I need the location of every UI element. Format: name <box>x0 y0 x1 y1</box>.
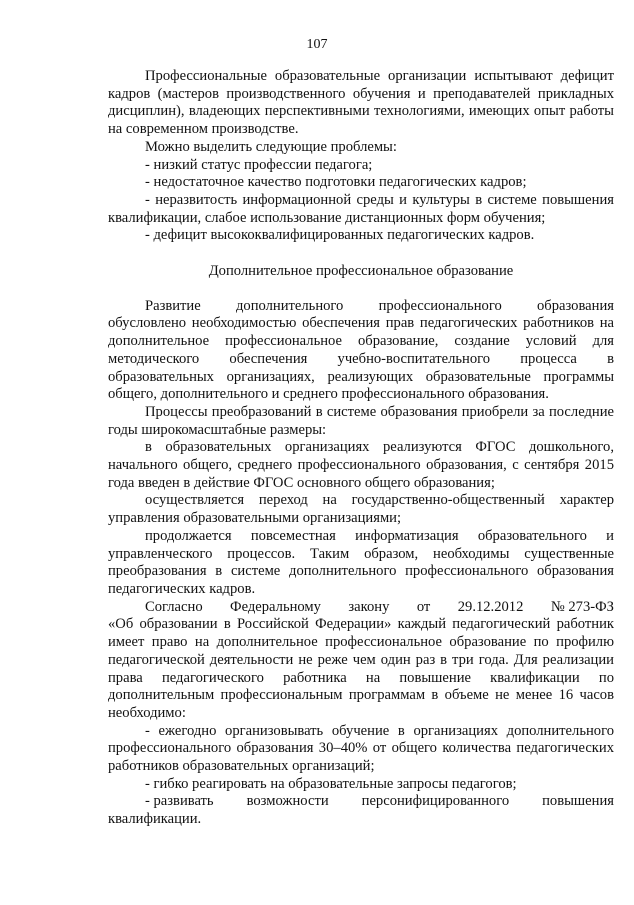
paragraph-law-first-line <box>108 599 614 617</box>
word: Развитие <box>145 297 201 314</box>
paragraph-fgos: в образовательных организациях реализуются ФГОС дошкольного, начального общего, среднего профессионального образования, с сентября 2015 года введен в действие ФГОС основного общего образования; <box>108 439 614 491</box>
page-number: 107 <box>306 37 328 52</box>
section-heading: Дополнительное профессиональное образование <box>208 263 514 280</box>
document-body <box>108 68 614 829</box>
list-item: - дефицит высококвалифицированных педагогических кадров. <box>145 227 535 244</box>
word: профессионального <box>378 297 502 314</box>
word: образования <box>537 297 614 314</box>
list-item: - низкий статус профессии педагога; <box>145 156 373 173</box>
list-item: - ежегодно организовывать обучение в организациях дополнительного профессионального образования 30–40% от общего количества педагогических работников образовательных организаций; <box>108 722 614 775</box>
word: № 273-ФЗ <box>550 598 614 615</box>
paragraph-development: обусловлено необходимостью обеспечения прав педагогических работников на дополнительное профессиональное образование, создание условий для методического обеспечения учебно-воспитательного процесса в образовательных организациях, реализующих образовательные программы общего, дополнительного и среднего профессионального образования. <box>108 315 614 403</box>
word: возможности <box>246 793 329 810</box>
word: Федеральному <box>230 598 321 615</box>
list-item-continuation: квалификации. <box>108 811 202 828</box>
list-item-first-line <box>108 793 614 811</box>
paragraph-transformations: Процессы преобразований в системе образования приобрели за последние годы широкомасштабные размеры: <box>108 403 614 438</box>
paragraph-informatization: продолжается повсеместная информатизация образовательного и управленческого процессов. Таким образом, необходимы существенные преобразования в системе дополнительного профессионального образования педагогических кадров. <box>108 527 614 597</box>
list-item: - неразвитость информационной среды и культуры в системе повышения квалификации, слабое использование дистанционных форм обучения; <box>108 191 614 226</box>
word: - развивать <box>145 793 214 810</box>
word: персонифицированного <box>361 793 510 810</box>
paragraph-law: «Об образовании в Российской Федерации» каждый педагогический работник имеет право на дополнительное профессиональное образование по профилю педагогической деятельности не реже чем один раз в три года. Для реализации права педагогического работника на повышение квалификации по дополнительным профессиональным программам в объеме не менее 16 часов необходимо: <box>108 616 614 721</box>
list-item: - недостаточное качество подготовки педагогических кадров; <box>145 174 527 191</box>
paragraph-staff-deficit: Профессиональные образовательные организации испытывают дефицит кадров (мастеров производственного обучения и преподавателей прикладных дисциплин), владеющих перспективными технологиями, имеющих опыт работы на современном производстве. <box>108 68 614 138</box>
paragraph-development-first-line <box>108 298 614 316</box>
word: закону <box>348 598 390 615</box>
word: дополнительного <box>235 297 344 314</box>
paragraph-problems-intro: Можно выделить следующие проблемы: <box>145 138 397 155</box>
word: Согласно <box>145 598 203 615</box>
word: повышения <box>542 793 614 810</box>
word: 29.12.2012 <box>457 598 524 615</box>
word: от <box>416 598 431 615</box>
list-item: - гибко реагировать на образовательные запросы педагогов; <box>145 775 517 792</box>
paragraph-governance: осуществляется переход на государственно-общественный характер управления образовательными организациями; <box>108 492 614 527</box>
